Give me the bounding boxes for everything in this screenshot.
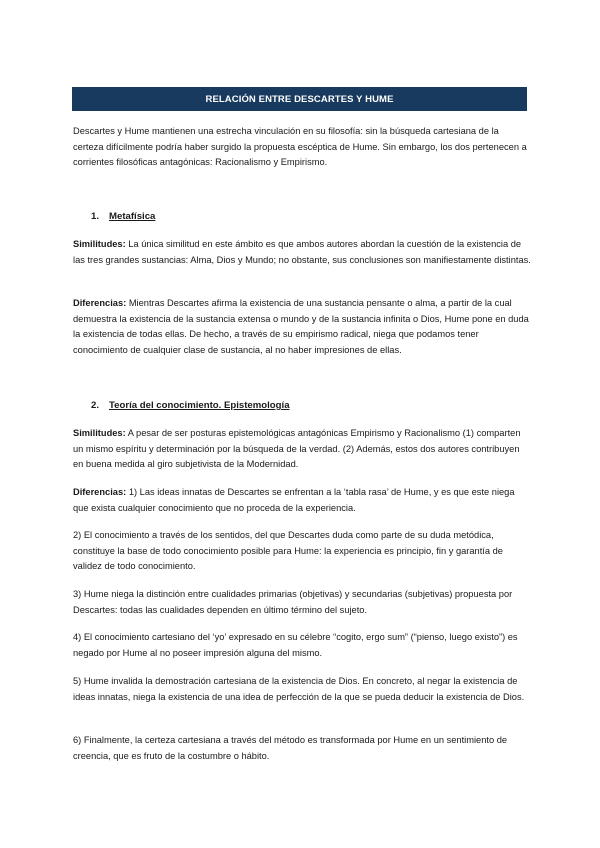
diferencias-text: 1) Las ideas innatas de Descartes se enfrentan a la ‘tabla rasa’ de Hume, y es que este niega que exista cualquier conocimiento que no proceda de la experiencia.	[73, 487, 515, 513]
similitudes-text: A pesar de ser posturas epistemológicas antagónicas Empirismo y Racionalismo (1) comparten un mismo espíritu y determinación por la búsqueda de la verdad. (2) Además, estos dos autores contribuyen en buena medida al giro subjetivista de la Modernidad.	[73, 428, 521, 470]
similitudes-text: La única similitud en este ámbito es que ambos autores abordan la cuestión de la existencia de las tres grandes sustancias: Alma, Dios y Mundo; no obstante, sus conclusiones son manifiestamente distintas.	[73, 239, 531, 265]
diferencia-point-3: 3) Hume niega la distinción entre cualidades primarias (objetivas) y secundarias (subjetivas) propuesta por Descartes: todas las cualidades dependen en último término del sujeto.	[73, 589, 513, 615]
document-title: RELACIÓN ENTRE DESCARTES Y HUME	[205, 93, 394, 105]
section-1-heading	[91, 211, 155, 222]
section-2-heading	[91, 400, 290, 411]
section-1-diferencias	[73, 296, 531, 358]
section-2-number: 2.	[91, 400, 100, 411]
diferencia-point-4: 4) El conocimiento cartesiano del ‘yo’ expresado en su célebre “cogito, ergo sum” (“pienso, luego existo”) es negado por Hume al no poseer impresión alguna del mismo.	[73, 632, 518, 658]
diferencias-label: Diferencias:	[73, 298, 127, 308]
diferencia-point-5: 5) Hume invalida la demostración cartesiana de la existencia de Dios. En concreto, al negar la existencia de ideas innatas, niega la existencia de una idea de perfección de la que se pueda deducir la existencia de Dios.	[73, 676, 525, 702]
section-2-title: Teoría del conocimiento. Epistemología	[109, 400, 290, 411]
section-1-number: 1.	[91, 211, 100, 222]
section-1-similitudes	[73, 237, 531, 268]
similitudes-label: Similitudes:	[73, 428, 126, 438]
diferencias-label: Diferencias:	[73, 487, 127, 497]
similitudes-label: Similitudes:	[73, 239, 126, 249]
document-title-bar	[72, 87, 527, 111]
section-2-similitudes	[73, 426, 531, 473]
intro-paragraph: Descartes y Hume mantienen una estrecha vinculación en su filosofía: sin la búsqueda cartesiana de la certeza difícilmente podría haber surgido la propuesta escéptica de Hume. Sin embargo, los dos pertenecen a corrientes filosóficas antagónicas: Racionalismo y Empirismo.	[73, 126, 527, 168]
diferencia-point-6: 6) Finalmente, la certeza cartesiana a través del método es transformada por Hume en un sentimiento de creencia, que es fruto de la costumbre o hábito.	[73, 735, 508, 761]
section-2-diferencias	[73, 485, 531, 516]
diferencias-text: Mientras Descartes afirma la existencia de una sustancia pensante o alma, a partir de la cual demuestra la existencia de la sustancia extensa o mundo y de la sustancia infinita o Dios, Hume pone en duda la existencia de todas ellas. De hecho, a través de su empirismo radical, niega que podamos tener conocimiento de cualquier clase de sustancia, al no haber impresiones de ellas.	[73, 298, 529, 355]
section-1-title: Metafísica	[109, 211, 156, 222]
diferencia-point-2: 2) El conocimiento a través de los sentidos, del que Descartes duda como parte de su duda metódica, constituye la base de todo conocimiento posible para Hume: la experiencia es principio, fin y garantía de validez de todo conocimiento.	[73, 530, 503, 572]
